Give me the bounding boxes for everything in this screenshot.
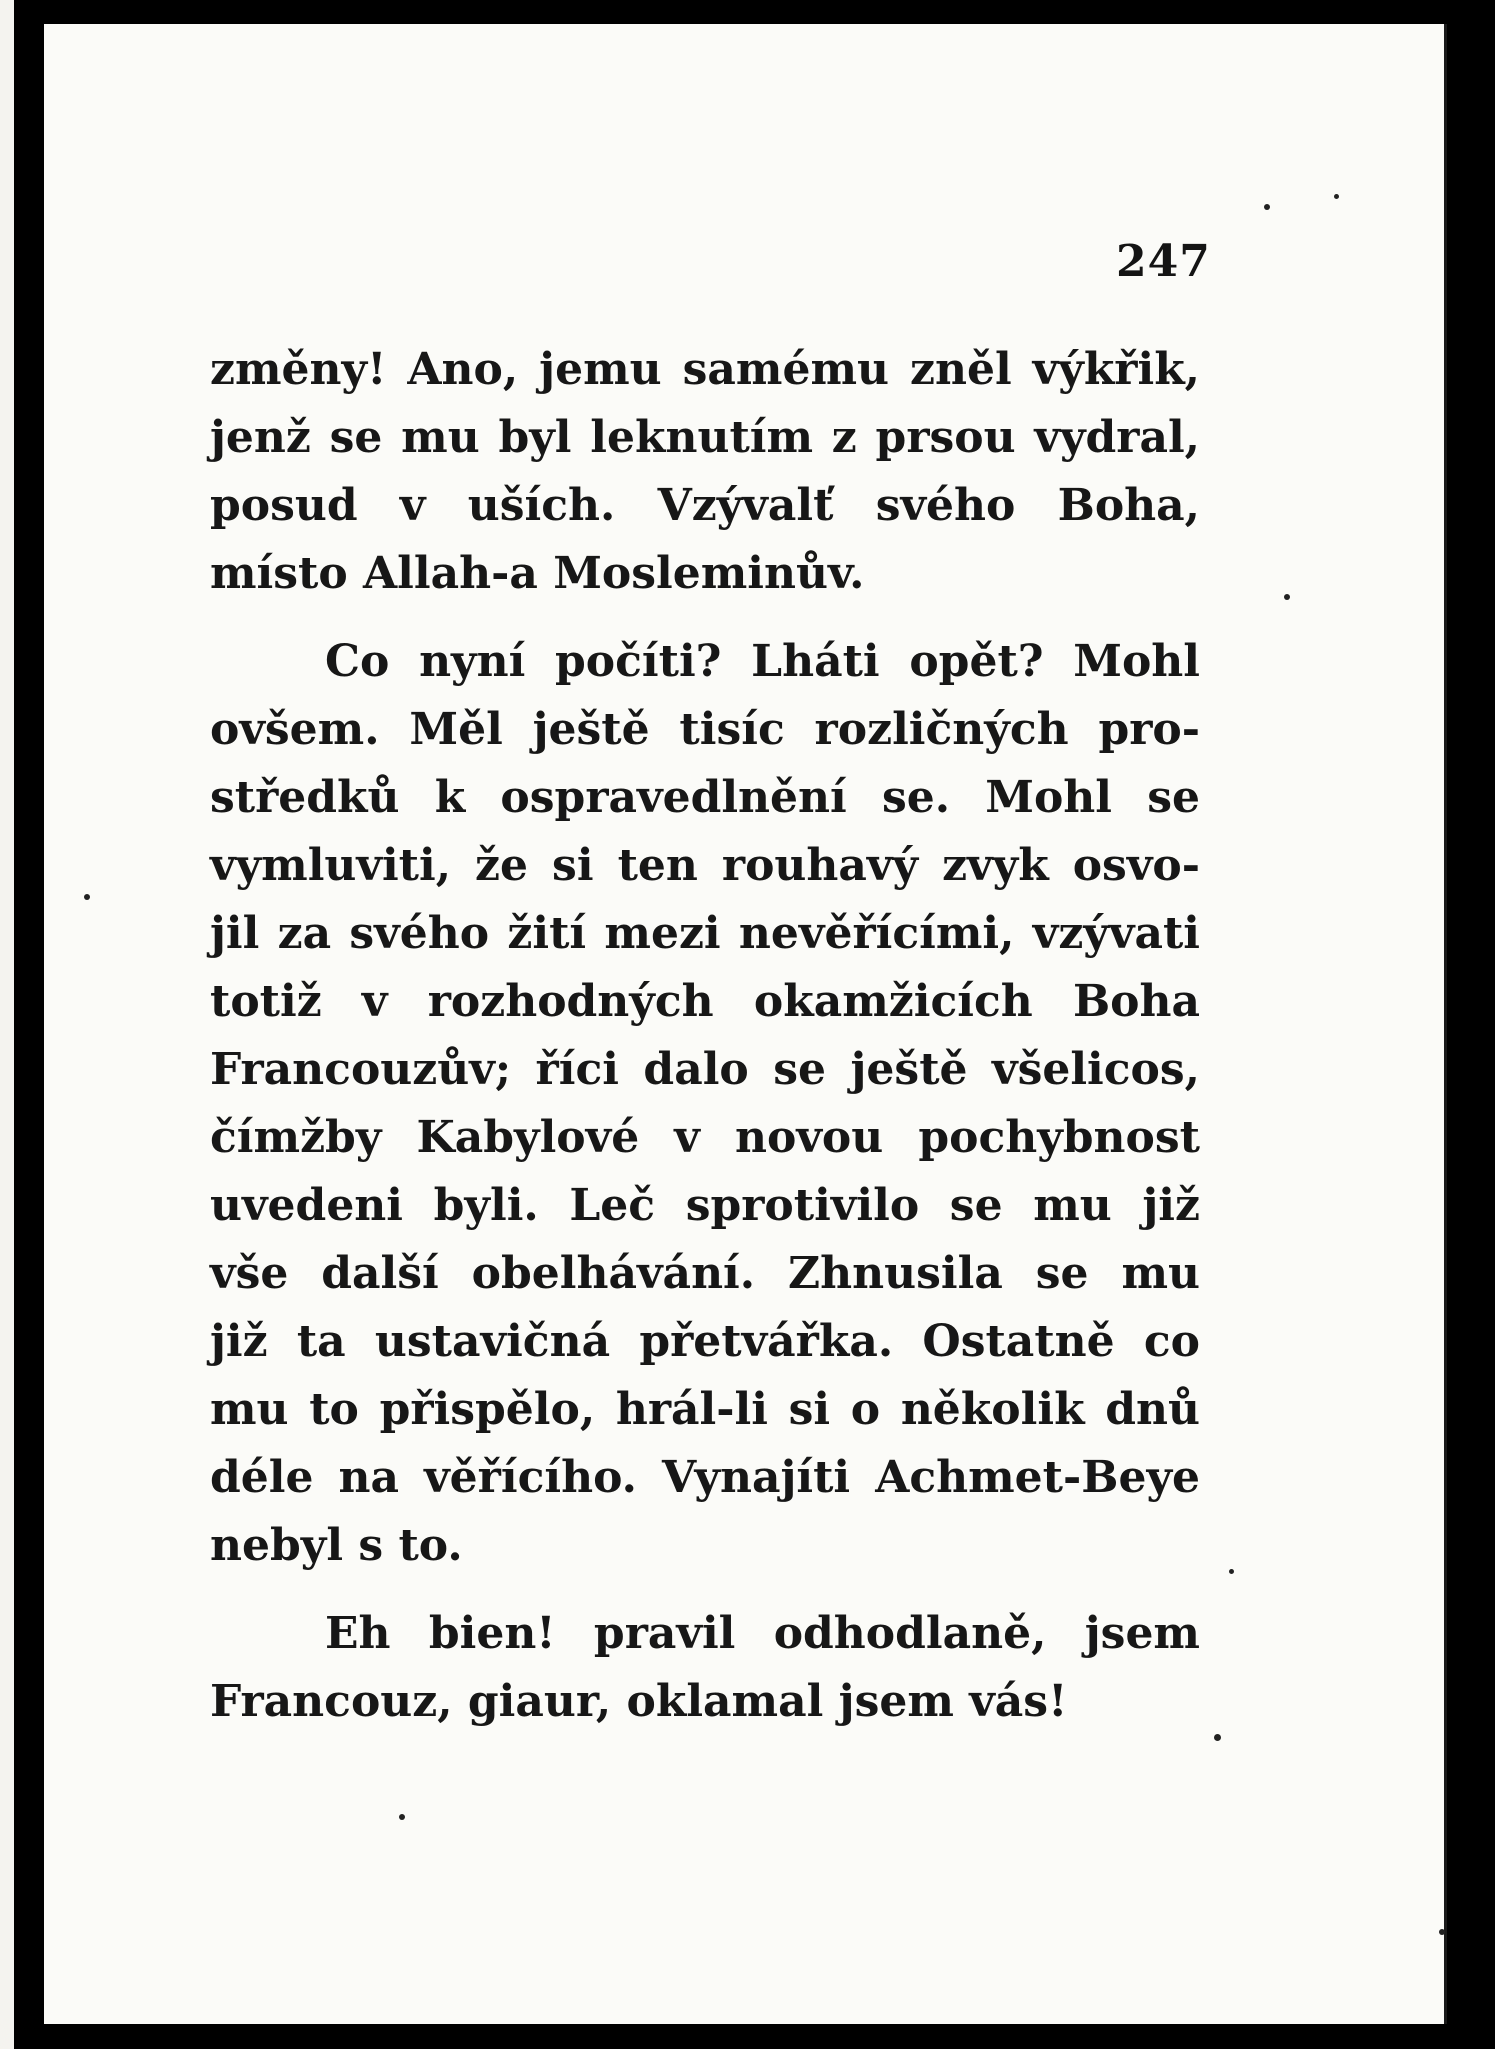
text-line: Francouzův; říci dalo se ještě všelicos, (210, 1044, 1200, 1095)
adjacent-page-edge (0, 0, 14, 2049)
text-line: Eh bien! pravil odhodlaně, jsem (325, 1608, 1200, 1659)
paragraph (210, 1600, 1200, 1736)
paragraph (210, 628, 1200, 1580)
text-line: uvedeni byli. Leč sprotivilo se mu již (210, 1180, 1200, 1231)
paper-speck (399, 1814, 405, 1820)
text-line: déle na věřícího. Vynajíti Achmet-Beye (210, 1452, 1200, 1503)
paper-speck (1334, 194, 1339, 199)
text-line: nebyl s to. (210, 1520, 463, 1571)
paper-speck (1214, 1734, 1221, 1741)
text-line: ovšem. Měl ještě tisíc rozličných pro- (210, 704, 1200, 755)
text-line: jil za svého žití mezi nevěřícími, vzývati (210, 908, 1200, 959)
text-line: vymluviti, že si ten rouhavý zvyk osvo- (210, 840, 1200, 891)
text-line: vše další obelhávání. Zhnusila se mu (210, 1248, 1200, 1299)
paper-speck (1439, 1929, 1445, 1935)
text-line: mu to přispělo, hrál-li si o několik dnů (210, 1384, 1200, 1435)
page-number: 247 (1116, 236, 1211, 287)
text-line: změny! Ano, jemu samému zněl výkřik, (210, 344, 1200, 395)
paragraph (210, 336, 1200, 608)
paper-speck (1229, 1569, 1234, 1574)
text-line: Co nyní počíti? Lháti opět? Mohl (325, 636, 1200, 687)
paper-speck (1284, 594, 1290, 600)
text-line: posud v uších. Vzývalť svého Boha, (210, 480, 1200, 531)
text-line: místo Allah-a Mosleminův. (210, 548, 865, 599)
text-line: již ta ustavičná přetvářka. Ostatně co (210, 1316, 1200, 1367)
text-line: totiž v rozhodných okamžicích Boha (210, 976, 1200, 1027)
body-text (210, 336, 1200, 1756)
text-line: jenž se mu byl leknutím z prsou vydral, (210, 412, 1200, 463)
text-line: středků k ospravedlnění se. Mohl se (210, 772, 1200, 823)
book-page (44, 24, 1447, 2024)
text-line: čímžby Kabylové v novou pochybnost (210, 1112, 1200, 1163)
paper-speck (1264, 204, 1270, 210)
paper-speck (84, 894, 90, 900)
text-line: Francouz, giaur, oklamal jsem vás! (210, 1676, 1068, 1727)
